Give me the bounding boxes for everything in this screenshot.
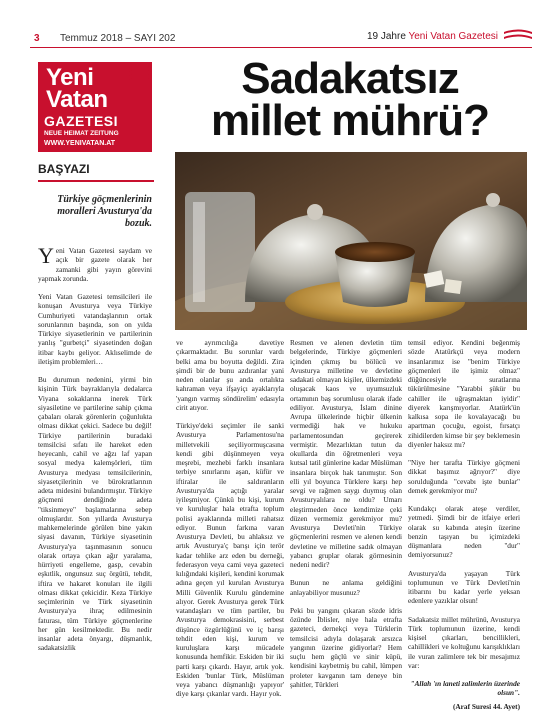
brand-prefix: 19 Jahre: [366, 31, 409, 42]
header-brand: [367, 31, 498, 42]
logo-line-1: Yeni: [46, 64, 94, 91]
paragraph: "Niye her tarafta Türkiye göçmeni dikkat başımız ağrıyor?" diye sorulduğunda "cevabı işte bunlar" demek gerekmiyor mu?: [408, 458, 520, 495]
section-label: BAŞYAZI: [38, 162, 90, 176]
logo-tagline: NEUE HEIMAT ZEITUNG: [44, 130, 119, 137]
paragraph: Kundakçı olarak ateşe verdiler, yetmedi. Şimdi bir de itfaiye erleri olarak su kabında ateşin üzerine benzin taşıyan bu içimizdeki düşmanlara neden "dur" demiyorsunuz?: [408, 504, 520, 560]
tea-table-photo: [175, 152, 527, 330]
page-number: 3: [34, 33, 40, 44]
lead-summary: Türkiye göçmenlerinin moralleri Avusturya'da bozuk.: [57, 194, 152, 229]
issue-date: Temmuz 2018 – SAYI 202: [60, 33, 176, 44]
paragraph: ve ayrımcılığa davetiye çıkarmaktadır. Bu sorunlar vardı belki ama bu boyutta değildi. Zira şimdi bir de bunu azdıranlar yani neden olanlar şu anda ortalıkta kahraman veya ifşayiçı ayaklarıyla 'yangın varmış söndürelim' edasıyla cirit atıyor.: [176, 338, 284, 412]
paragraph: Yeni Vatan Gazetesi temsilcileri ile konuşan Avusturya veya Türkiye Cumhuriyeti vatandaşlarının ortak sorunlarının başında, son on yılda Türkiye siyasetlerinin ve partilerinin yanlış "gurbetçi" siyasetinden doğan itibar kaybı geliyor. Aklıselimde de iletişim problemleri…: [38, 292, 152, 366]
article-column-4: [408, 338, 520, 711]
section-rule: [38, 180, 154, 182]
photo-illustration: [175, 152, 527, 330]
logo-flag-icon: [126, 62, 154, 94]
paragraph: Peki bu yangını çıkaran sözde idris özünde İblisler, niye hala etrafta gazeteci, dernekçi veya Türklerin temsilcisi adıyla dolaşarak arsızca yangının üzerine gidiyorlar? Hem suçlu hem güçlü ve sinir küpü, kendisini kaybetmiş bu cahil, lümpen proleter kavganın tam deneye bin şahitler, Türkleri: [290, 605, 402, 689]
paragraph: Sadakatsiz millet mührünü, Avusturya Türk toplumunun üzerine, kendi kişisel çıkarları, bencillikleri, cahillikleri ve koltuğunu karışıklıkları ile vuran zalimlere tek bir mesajımız var:: [408, 614, 520, 670]
article-column-1: [38, 243, 152, 662]
article-column-3: [290, 338, 402, 698]
brand-name: Yeni Vatan Gazetesi: [408, 31, 498, 42]
closing-quote: "Allah 'ın laneti zalimlerin üzerinde olsun".: [410, 679, 520, 698]
paragraph: Avusturya'da yaşayan Türk toplumunun ve Türk Devleti'nin itibarını bu kadar yerle yeksan edenlere yazıklar olsun!: [408, 568, 520, 606]
paragraph: Resmen ve alenen devletin tüm belgelerinde, Türkiye göçmenleri içinden çıkmış bu bölücü ve Avusturya milletine ve devletine sadakati olmayan kişiler, ülkemizdeki oluşacak kaos ve uyumsuzluk ortamının baş sorumlusu olarak ifade ediliyor. Avusturya, İslam dinine Avrupa ülkelerinde hiçbir ülkenin vermediği hak ve hukuku parlamentosundan geçirerek vermiştir. Mezarlıktan tutun da okullarda din öğretmenleri veya kutsal tatil günlerine kadar Müslüman insanlara birçok hak tanımıştır. Son elli yıl boyunca Türklere karşı hep sevgi ve rağmen saygı duymuş olan Avusturyalılara ne oldu? Umarı eleştirmeden önce kendimize çeki düzen vermemiz gerekmiyor mu? Avusturya Devleti'nin Türkiye göçmenlerini resmen ve alenen kendi devletine ve milletine sadık olmayan yabancı gruplar olarak görmesinin nedeni nedir?: [290, 338, 402, 569]
logo-line-2: Vatan: [46, 86, 108, 113]
paragraph: Türkiye'deki seçimler ile sanki Avusturya Parlamentosu'na milletvekili seçiliyormuşcasına kendi gibi düşünmeyen veya meşrebi, mezhebi farklı insanlara terbiye sınırlarını aşan, küfür ve iftiralar ile saldıranların Avusturya'da açtığı yaralar iyileşmiyor. Çünkü bu kişi, kurum ve kuruluşlar hala etrafta toplum polisi ayaklarında milleti rahatsız ediyor. Bunun farkına varan Avusturya Devleti, bu ahlaksız ve artık Avusturya'ç barışı için terör kadar tehlike arz eden bu derneği, federasyon veya cami veya gazeteci kılığındaki kişileri, kendini korumak adına geçen yıl kurulan Avusturya Milli Güvenlik Kurulu gündemine alıyor. Gerek Avusturya gerek Türk vatandaşları ve tüm partiler, bu Avusturya demokrasisini, serbest düşünce özgürlüğünü ve iç barışı tehdit eden kişi, kurum ve kuruluşlara karşı mücadele konusunda hemfikir. Eskiden bir iki parti karşı çıkardı. Hayır, artık yok. Eskiden 'bunlar Türk, Müslüman veya yabancı düşmanlığı yapıyor' diye karşı çıkanlar vardı. Hayır yok.: [176, 421, 284, 699]
paragraph: Yeni Vatan Gazetesi saydam ve açık bir gazete olarak her zamanki gibi yayın görevini yapmak zorunda.: [38, 243, 152, 283]
headline-line-2: millet mührü?: [211, 96, 489, 145]
paragraph: Bunun ne anlama geldiğini anlayabiliyor musunuz?: [290, 578, 402, 597]
page-header: [0, 0, 540, 44]
headline-line-1: Sadakatsız: [241, 54, 459, 103]
logo-line-3: GAZETESI: [44, 113, 119, 129]
headline: [176, 54, 524, 145]
logo-url: WWW.YENIVATAN.AT: [44, 140, 116, 147]
article-column-2: [176, 338, 284, 708]
header-rule: [30, 47, 532, 48]
paragraph: temsil ediyor. Kendini beğenmiş sözde Atatürkçü veya modern insanlarımız ise "benim Türkiye göçmenleri ile işimiz olmaz" düğüncesiyle suratlarına tükürülmesine "Yarabbi şükür bu cahiller ile uğraşmaktan iyidir" diyerek karışmıyorlar. Atatürk'ün kalkısa sopa ile kovalayacağı bu apartman çocuğu, egoist, fırsatçı zihidilerden kimse bir şey beklemesin diyenler haksız mı?: [408, 338, 520, 449]
quote-source: (Araf Suresi 44. Ayet): [452, 701, 520, 711]
paragraph: Bu durumun nedenini, yirmi bin kişinin Türk bayraklarıyla dedalarca Viyana sokaklarına inerek Türk siyasiletine ve partilerine sahip çıkma çabaları olarak görenlerin çoğunlukta olması dikkat çekici. Sadece bu değil! Türkiye partilerinin buradaki temsilcisi sıfatı ile hareket eden heyecanlı, cahil ve ağzı laf yapan sosyal medya kalemşörleri, tüm Avusturya medyası temsilcilerinin, siyasetçilerinin ve bürokratlarının adeta midesini bulandırmıştır. Türkiye göçmeni dendiğinde adeta "tiksinmeye" başlamalarına sebep olmuşlardır. Son yıllarda Avusturya mahkemelerinde görülen bine yakın siyasi davanın, Türkiye siyasetinin Avusturya'ya taşınmasının sonucu olarak ortaya çıkan ağır yaralama, hürriyeti engelleme, gasp, cevabin eşkıtlik, ongunsuz suç örgütü, tehdit, iftira ve hakaret konuları ile ilgili olması dikkat çekicidir. Keza Türkiye seçimlerinin ve Türk siyasetinin Avusturya'ya ihraç edilmesinin faturası, tüm Türkiye göçmenlerine her gün kesilmektedir. Bu nedir insanlar adeta önyargı, düşmanlık, sadakatsizlik: [38, 375, 152, 653]
austria-flag-icon: [504, 28, 532, 42]
